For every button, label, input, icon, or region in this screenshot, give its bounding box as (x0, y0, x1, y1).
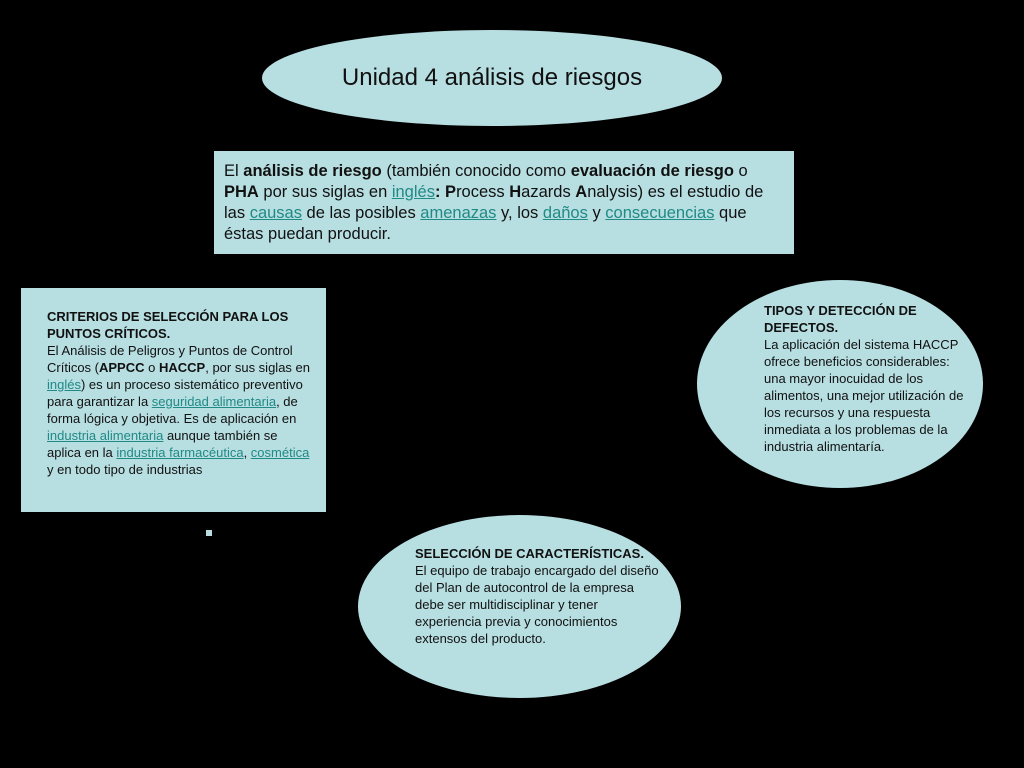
tipos-text (764, 302, 964, 455)
link-danos[interactable]: daños (542, 204, 588, 222)
link-cosmetica[interactable]: cosmética (250, 445, 310, 460)
def-text: por sus siglas en (258, 183, 392, 201)
def-bold-term: : (434, 183, 441, 201)
def-text: o (733, 162, 748, 180)
bullet-marker (206, 530, 212, 536)
link-seguridad-alimentaria[interactable]: seguridad alimentaria (151, 394, 277, 409)
link-amenazas[interactable]: amenazas (420, 204, 497, 222)
def-bold-term: P (445, 183, 457, 201)
def-text: rocess (456, 183, 510, 201)
def-text: El (224, 162, 244, 180)
crit-text: aunque también se aplica en la (47, 428, 278, 460)
crit-text: El Análisis de Peligros y Puntos de Control Críticos ( (47, 343, 293, 375)
def-text: y (587, 204, 606, 222)
crit-bold-term: HACCP (158, 360, 206, 375)
definition-box (214, 151, 794, 254)
crit-text: o (144, 360, 159, 375)
link-industria-farmaceutica[interactable]: industria farmacéutica (116, 445, 244, 460)
link-ingles[interactable]: inglés (391, 183, 435, 201)
crit-text: , (243, 445, 251, 460)
crit-bold-term: APPCC (99, 360, 145, 375)
link-ingles-criterios[interactable]: inglés (47, 377, 81, 392)
crit-text: ) es un proceso sistemático preventivo para garantizar la (47, 377, 303, 409)
seleccion-text (415, 545, 665, 647)
def-text: azards (521, 183, 576, 201)
criterios-box (21, 288, 326, 512)
def-bold-term: H (509, 183, 522, 201)
seleccion-body: El equipo de trabajo encargado del diseño del Plan de autocontrol de la empresa debe ser multidisciplinar y tener experiencia previa y conocimientos extensos del producto. (415, 563, 659, 646)
tipos-ellipse (697, 280, 983, 488)
def-text: y, los (496, 204, 543, 222)
link-consecuencias[interactable]: consecuencias (605, 204, 715, 222)
tipos-body: La aplicación del sistema HACCP ofrece beneficios considerables: una mayor inocuidad de los alimentos, una mejor utilización de los recursos y una respuesta inmediata a los problemas de la industria alimentaría. (764, 337, 964, 454)
def-text: (también conocido como (381, 162, 571, 180)
def-bold-term: A (575, 183, 588, 201)
def-text: que éstas puedan producir. (224, 204, 747, 243)
tipos-heading: TIPOS Y DETECCIÓN DE DEFECTOS. (764, 303, 917, 335)
title-ellipse (262, 30, 722, 126)
def-bold-term: evaluación de riesgo (570, 162, 734, 180)
link-causas[interactable]: causas (249, 204, 302, 222)
criterios-heading: CRITERIOS DE SELECCIÓN PARA LOS PUNTOS CRÍTICOS. (47, 309, 289, 341)
seleccion-ellipse (358, 515, 681, 698)
crit-text: , por sus siglas en (205, 360, 310, 375)
def-text: nalysis) es el estudio de las (224, 183, 764, 222)
page-title: Unidad 4 análisis de riesgos (341, 64, 643, 91)
def-bold-term: análisis de riesgo (243, 162, 382, 180)
def-text: de las posibles (301, 204, 421, 222)
seleccion-heading: SELECCIÓN DE CARACTERÍSTICAS. (415, 546, 644, 561)
crit-text: , de forma lógica y objetiva. Es de aplicación en (47, 394, 298, 426)
def-bold-term: PHA (224, 183, 259, 201)
crit-text: y en todo tipo de industrias (47, 462, 203, 477)
link-industria-alimentaria[interactable]: industria alimentaria (47, 428, 164, 443)
